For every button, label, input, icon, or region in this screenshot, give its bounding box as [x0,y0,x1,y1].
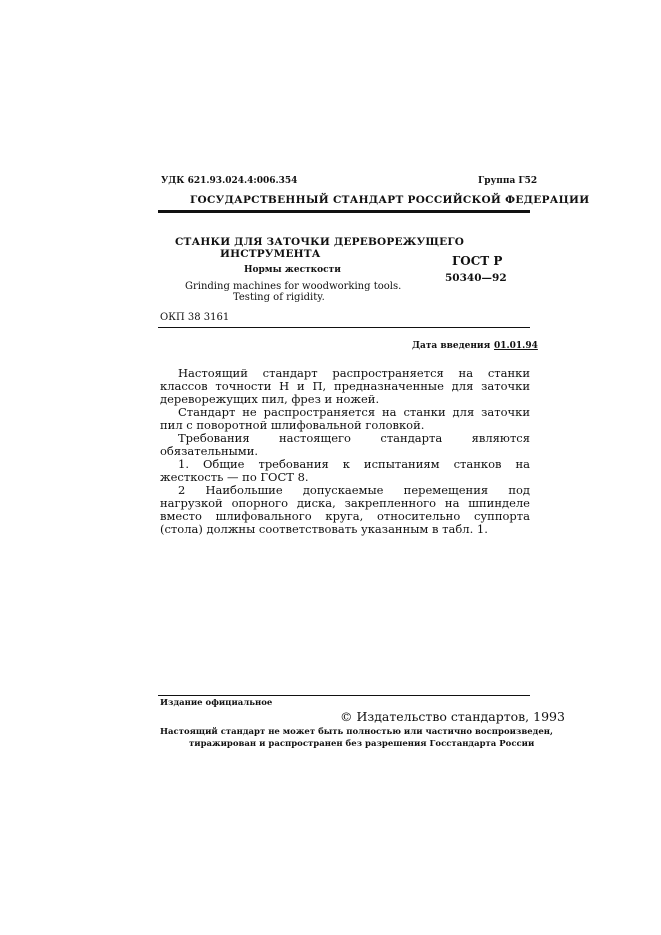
footer-rule [158,695,530,696]
gost-number: 50340—92 [445,272,507,284]
paragraph-scope: Настоящий стандарт распространяется на станки классов точности Н и П, предназначенные для заточки дереворежущих пил, фрез и ножей. [160,366,530,406]
paragraph-general-requirements: 1. Общие требования к испытаниям станков на жесткость — по ГОСТ 8. [160,457,530,484]
header-rule [158,210,530,213]
date-label: Дата введения [412,341,491,351]
edition-label: Издание официальное [160,698,273,708]
udk-code: УДК 621.93.024.4:006.354 [161,176,298,186]
date-value: 01.01.94 [494,341,538,351]
notice-line-2: тиражирован и распространен без разрешения Госстандарта России [189,739,535,749]
paragraph-exclusion: Стандарт не распространяется на станки для заточки пил с поворотной шлифовальной головкой. [160,405,530,432]
title-subtitle: Нормы жесткости [244,265,341,275]
paragraph-mandatory: Требования настоящего стандарта являются обязательными. [160,431,530,458]
group-code: Группа Г52 [478,176,538,186]
body-text [160,367,530,536]
title-english-2: Testing of rigidity. [233,292,325,303]
copyright: © Издательство стандартов, 1993 [340,709,565,724]
okp-code: ОКП 38 3161 [160,312,230,323]
standard-name: ГОСУДАРСТВЕННЫЙ СТАНДАРТ РОССИЙСКОЙ ФЕДЕРАЦИИ [190,194,590,206]
title-line-1: СТАНКИ ДЛЯ ЗАТОЧКИ ДЕРЕВОРЕЖУЩЕГО [175,236,465,248]
title-english-1: Grinding machines for woodworking tools. [185,281,402,292]
notice-line-1: Настоящий стандарт не может быть полностью или частично воспроизведен, [160,727,553,737]
paragraph-displacements: 2 Наибольшие допускаемые перемещения под нагрузкой опорного диска, закрепленного на шпинделе вместо шлифовального круга, относительно суппорта (стола) должны соответствовать указанным в табл. 1. [160,483,530,536]
gost-label: ГОСТ Р [452,254,503,268]
title-line-2: ИНСТРУМЕНТА [220,248,321,260]
okp-rule [158,327,530,328]
